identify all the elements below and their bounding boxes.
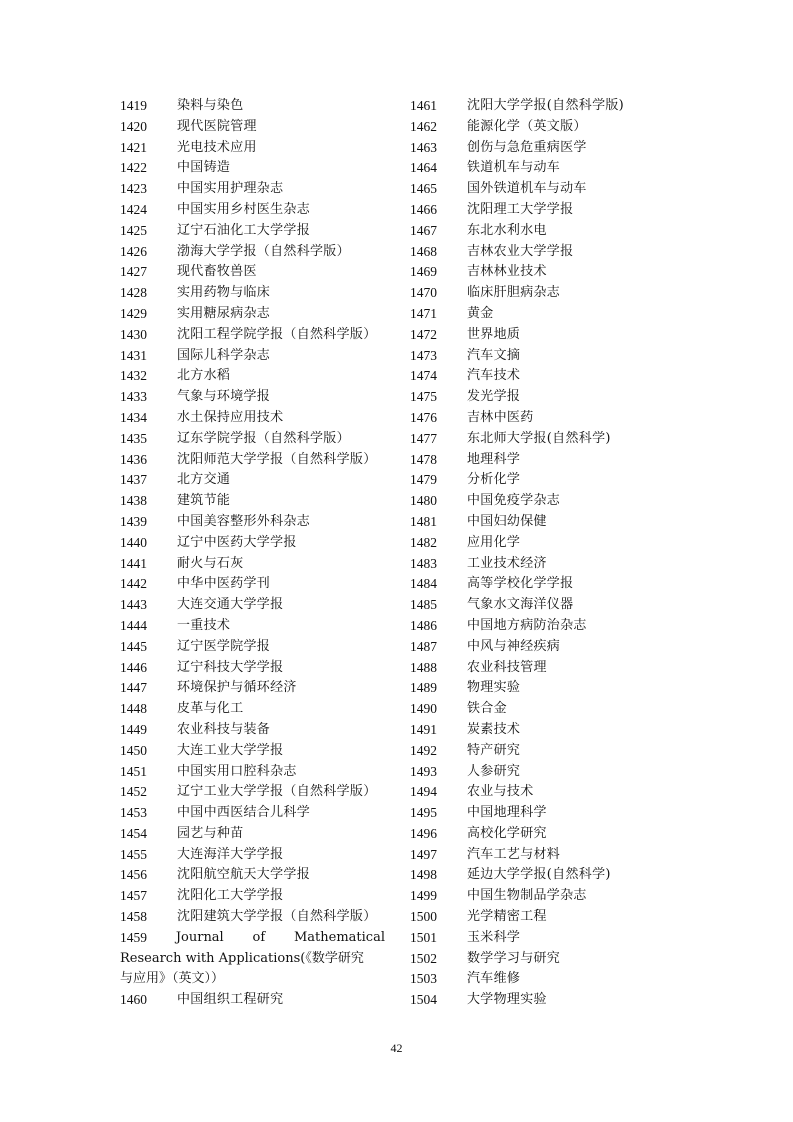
entry-title: 沈阳理工大学学报 — [467, 201, 574, 217]
entry-number: 1455 — [120, 846, 147, 862]
entry-number: 1460 — [120, 992, 147, 1008]
entry-title-word: of — [252, 929, 266, 945]
list-item — [410, 969, 665, 990]
entry-number: 1484 — [410, 576, 437, 592]
right-column — [410, 96, 665, 1011]
entry-number: 1456 — [120, 867, 147, 883]
entry-number: 1480 — [410, 493, 437, 509]
list-item — [410, 928, 665, 949]
entry-title: 人参研究 — [467, 763, 521, 779]
list-item — [410, 262, 665, 283]
entry-title: 能源化学（英文版） — [467, 118, 587, 134]
list-item — [120, 720, 385, 741]
list-item — [120, 886, 385, 907]
list-item — [120, 96, 385, 117]
entry-number: 1433 — [120, 389, 147, 405]
entry-title: 延边大学学报(自然科学) — [467, 867, 611, 883]
list-item — [120, 637, 385, 658]
list-item — [410, 782, 665, 803]
list-item — [410, 470, 665, 491]
list-item — [120, 762, 385, 783]
list-item — [410, 450, 665, 471]
entry-number: 1453 — [120, 805, 147, 821]
entry-number: 1446 — [120, 659, 147, 675]
list-item — [410, 990, 665, 1011]
entry-number: 1468 — [410, 243, 437, 259]
entry-title: 中国实用乡村医生杂志 — [177, 201, 311, 217]
entry-title: 数学学习与研究 — [467, 950, 561, 966]
entry-number: 1476 — [410, 409, 437, 425]
list-item — [410, 138, 665, 159]
entry-number: 1442 — [120, 576, 147, 592]
entry-title: 国外铁道机车与动车 — [467, 181, 587, 197]
entry-title: 应用化学 — [467, 534, 521, 550]
entry-number: 1502 — [410, 950, 437, 966]
entry-number: 1467 — [410, 222, 437, 238]
entry-number: 1495 — [410, 805, 437, 821]
entry-title: 辽宁科技大学学报 — [177, 659, 284, 675]
list-item — [120, 616, 385, 637]
entry-title: 沈阳航空航天大学学报 — [177, 867, 311, 883]
list-item — [410, 408, 665, 429]
list-item — [410, 720, 665, 741]
list-item — [120, 782, 385, 803]
entry-number: 1420 — [120, 118, 147, 134]
entry-title: 大连海洋大学学报 — [177, 846, 284, 862]
entry-title: 世界地质 — [467, 326, 521, 342]
entry-title: 中国地方病防治杂志 — [467, 617, 587, 633]
entry-title: 辽东学院学报（自然科学版） — [177, 430, 350, 446]
entry-title-word: Mathematical — [293, 929, 385, 945]
list-item — [120, 304, 385, 325]
entry-title: 大连工业大学学报 — [177, 742, 284, 758]
wrapped-entry-line-1 — [120, 928, 385, 949]
entry-title: 辽宁石油化工大学学报 — [177, 222, 311, 238]
entry-number: 1445 — [120, 638, 147, 654]
entry-number: 1437 — [120, 472, 147, 488]
entry-title: 辽宁医学院学报 — [177, 638, 271, 654]
list-item — [410, 865, 665, 886]
list-item — [410, 387, 665, 408]
entry-number: 1504 — [410, 992, 437, 1008]
entry-title: 吉林农业大学学报 — [467, 243, 574, 259]
list-item — [410, 96, 665, 117]
wrapped-entry-line-2: Research with Applications(《数学研究 — [120, 950, 364, 966]
entry-title: 实用药物与临床 — [177, 285, 271, 301]
list-item — [120, 678, 385, 699]
entry-title: 沈阳化工大学学报 — [177, 888, 284, 904]
entry-number: 1479 — [410, 472, 437, 488]
entry-number: 1463 — [410, 139, 437, 155]
entry-title: 现代畜牧兽医 — [177, 264, 257, 280]
entry-title: 中国实用护理杂志 — [177, 181, 284, 197]
entry-title: 大连交通大学学报 — [177, 597, 284, 613]
entry-title: 耐火与石灰 — [177, 555, 244, 571]
list-item — [410, 637, 665, 658]
list-item — [410, 574, 665, 595]
list-item — [410, 242, 665, 263]
list-item — [120, 699, 385, 720]
entry-number: 1498 — [410, 867, 437, 883]
list-item — [410, 429, 665, 450]
entry-title: 皮革与化工 — [177, 701, 244, 717]
entry-title: 地理科学 — [467, 451, 521, 467]
list-item — [410, 803, 665, 824]
entry-number: 1457 — [120, 888, 147, 904]
entry-title: 汽车技术 — [467, 368, 521, 384]
entry-title: 工业技术经济 — [467, 555, 547, 571]
entry-number: 1454 — [120, 825, 147, 841]
entry-number: 1449 — [120, 721, 147, 737]
list-item — [410, 824, 665, 845]
entry-number: 1501 — [410, 929, 437, 945]
entry-title: 高校化学研究 — [467, 825, 547, 841]
entry-number: 1464 — [410, 160, 437, 176]
entry-number: 1447 — [120, 680, 147, 696]
entry-number: 1478 — [410, 451, 437, 467]
entry-title: 铁合金 — [467, 701, 507, 717]
list-item — [120, 346, 385, 367]
entry-title: 炭素技术 — [467, 721, 521, 737]
list-item — [410, 699, 665, 720]
entry-title: 发光学报 — [467, 389, 521, 405]
entry-number: 1472 — [410, 326, 437, 342]
list-item — [120, 387, 385, 408]
entry-title: 东北师大学报(自然科学) — [467, 430, 611, 446]
list-item — [120, 221, 385, 242]
entry-title: 水土保持应用技术 — [177, 409, 284, 425]
left-column — [120, 96, 385, 1011]
entry-title: 中国铸造 — [177, 160, 231, 176]
entry-title: 吉林林业技术 — [467, 264, 547, 280]
entry-number: 1425 — [120, 222, 147, 238]
entry-title: 高等学校化学学报 — [467, 576, 574, 592]
entry-number: 1419 — [120, 98, 147, 113]
entry-title: 辽宁中医药大学学报 — [177, 534, 297, 550]
list-item — [410, 158, 665, 179]
entry-number: 1485 — [410, 597, 437, 613]
entry-title: 中国生物制品学杂志 — [467, 888, 587, 904]
list-item — [120, 845, 385, 866]
entry-title: 中国免疫学杂志 — [467, 493, 561, 509]
entry-number: 1469 — [410, 264, 437, 280]
entry-title: 中华中医药学刊 — [177, 576, 271, 592]
list-item — [120, 803, 385, 824]
entry-number: 1430 — [120, 326, 147, 342]
entry-number: 1474 — [410, 368, 437, 384]
entry-title: 物理实验 — [467, 680, 521, 696]
entry-number: 1448 — [120, 701, 147, 717]
entry-title: 农业科技与装备 — [177, 721, 271, 737]
entry-title: 环境保护与循环经济 — [177, 680, 297, 696]
entry-title: 中国美容整形外科杂志 — [177, 513, 311, 529]
list-item — [120, 990, 385, 1011]
list-item — [120, 262, 385, 283]
entry-title: 沈阳师范大学学报（自然科学版） — [177, 451, 377, 467]
list-item — [120, 366, 385, 387]
entry-number: 1426 — [120, 243, 147, 259]
entry-number: 1499 — [410, 888, 437, 904]
list-item — [410, 304, 665, 325]
entry-title: 中国实用口腔科杂志 — [177, 763, 297, 779]
entry-title: 园艺与种苗 — [177, 825, 244, 841]
entry-number: 1470 — [410, 285, 437, 301]
entry-number: 1465 — [410, 181, 437, 197]
entry-number: 1490 — [410, 701, 437, 717]
list-item — [410, 741, 665, 762]
entry-title: 东北水利水电 — [467, 222, 547, 238]
entry-number: 1421 — [120, 139, 147, 155]
entry-title: 实用糖尿病杂志 — [177, 305, 271, 321]
entry-number: 1482 — [410, 534, 437, 550]
entry-title: 汽车维修 — [467, 971, 521, 987]
entry-number: 1487 — [410, 638, 437, 654]
entry-title: 沈阳工程学院学报（自然科学版） — [177, 326, 377, 342]
list-item — [410, 221, 665, 242]
list-item — [120, 117, 385, 138]
list-item — [120, 554, 385, 575]
entry-title: 汽车工艺与材料 — [467, 846, 561, 862]
list-item — [120, 824, 385, 845]
entry-number: 1432 — [120, 368, 147, 384]
list-item — [410, 512, 665, 533]
list-item — [410, 179, 665, 200]
entry-number: 1475 — [410, 389, 437, 405]
entry-number: 1494 — [410, 784, 437, 800]
entry-title: 中风与神经疾病 — [467, 638, 561, 654]
entry-title: 农业科技管理 — [467, 659, 547, 675]
list-item — [120, 907, 385, 928]
entry-title: 现代医院管理 — [177, 118, 257, 134]
entry-number: 1434 — [120, 409, 147, 425]
list-item — [120, 283, 385, 304]
list-item — [410, 533, 665, 554]
entry-title: 沈阳大学学报(自然科学版) — [467, 98, 625, 113]
list-item — [120, 408, 385, 429]
entry-title: 一重技术 — [177, 617, 231, 633]
entry-number: 1436 — [120, 451, 147, 467]
entry-title: 光学精密工程 — [467, 909, 547, 925]
list-item — [120, 200, 385, 221]
list-item — [120, 138, 385, 159]
list-item — [410, 595, 665, 616]
list-item — [120, 658, 385, 679]
list-item — [120, 741, 385, 762]
entry-number: 1443 — [120, 597, 147, 613]
entry-number: 1423 — [120, 181, 147, 197]
entry-title: 中国中西医结合儿科学 — [177, 805, 311, 821]
wrapped-entry-line-3: 与应用》（英文）） — [120, 971, 225, 987]
entry-number: 1477 — [410, 430, 437, 446]
entry-number: 1428 — [120, 285, 147, 301]
entry-number: 1481 — [410, 513, 437, 529]
entry-number: 1431 — [120, 347, 147, 363]
entry-number: 1440 — [120, 534, 147, 550]
entry-number: 1435 — [120, 430, 147, 446]
list-item — [410, 886, 665, 907]
entry-number: 1483 — [410, 555, 437, 571]
list-item — [410, 325, 665, 346]
list-item — [120, 470, 385, 491]
list-item — [410, 366, 665, 387]
list-item — [120, 179, 385, 200]
entry-title: 创伤与急危重病医学 — [467, 139, 587, 155]
entry-number: 1451 — [120, 763, 147, 779]
entry-title: 光电技术应用 — [177, 139, 257, 155]
entry-number: 1458 — [120, 909, 147, 925]
entry-title: 玉米科学 — [467, 929, 521, 945]
entry-title: 国际儿科学杂志 — [177, 347, 271, 363]
right-entry-list — [410, 96, 665, 1011]
entry-number: 1422 — [120, 160, 147, 176]
list-item — [120, 491, 385, 512]
entry-number: 1488 — [410, 659, 437, 675]
list-item — [120, 158, 385, 179]
entry-number: 1462 — [410, 118, 437, 134]
entry-number: 1427 — [120, 264, 147, 280]
list-item — [120, 429, 385, 450]
list-item — [410, 283, 665, 304]
list-item — [410, 907, 665, 928]
entry-number: 1429 — [120, 305, 147, 321]
entry-number: 1441 — [120, 555, 147, 571]
entry-number: 1471 — [410, 305, 437, 321]
list-item — [120, 533, 385, 554]
entry-title-word: Journal — [175, 929, 224, 945]
entry-number: 1473 — [410, 347, 437, 363]
list-item — [120, 512, 385, 533]
left-entry-list — [120, 96, 385, 928]
list-item — [410, 554, 665, 575]
entry-title: 分析化学 — [467, 472, 521, 488]
entry-number: 1424 — [120, 201, 147, 217]
list-item — [410, 346, 665, 367]
entry-number: 1444 — [120, 617, 147, 633]
list-item — [410, 200, 665, 221]
page-number: 42 — [390, 1041, 403, 1055]
entry-number: 1439 — [120, 513, 147, 529]
entry-title: 中国组织工程研究 — [177, 992, 284, 1008]
entry-number: 1466 — [410, 201, 437, 217]
entry-title: 气象与环境学报 — [177, 389, 271, 405]
entry-number: 1486 — [410, 617, 437, 633]
list-item — [120, 595, 385, 616]
list-item — [410, 117, 665, 138]
entry-number: 1438 — [120, 493, 147, 509]
entry-title: 临床肝胆病杂志 — [467, 285, 561, 301]
entry-number: 1497 — [410, 846, 437, 862]
list-item — [410, 658, 665, 679]
entry-number: 1493 — [410, 763, 437, 779]
entry-number: 1503 — [410, 971, 437, 987]
list-item — [410, 949, 665, 970]
entry-number: 1500 — [410, 909, 437, 925]
list-item — [410, 491, 665, 512]
entry-title: 气象水文海洋仪器 — [467, 597, 574, 613]
entry-title: 中国妇幼保健 — [467, 513, 547, 529]
entry-title: 北方交通 — [177, 472, 231, 488]
entry-title: 黄金 — [467, 305, 494, 321]
list-item — [410, 616, 665, 637]
entry-title: 汽车文摘 — [467, 347, 521, 363]
entry-number: 1489 — [410, 680, 437, 696]
list-item — [120, 865, 385, 886]
entry-title: 中国地理科学 — [467, 805, 547, 821]
list-item — [120, 450, 385, 471]
entry-number: 1459 — [120, 929, 147, 945]
entry-number: 1491 — [410, 721, 437, 737]
entry-title: 大学物理实验 — [467, 992, 547, 1008]
list-item — [410, 762, 665, 783]
list-item — [410, 845, 665, 866]
entry-title: 北方水稻 — [177, 368, 231, 384]
entry-title: 沈阳建筑大学学报（自然科学版） — [177, 909, 377, 925]
entry-number: 1452 — [120, 784, 147, 800]
entry-number: 1461 — [410, 98, 437, 113]
list-item — [120, 242, 385, 263]
entry-title: 农业与技术 — [467, 784, 534, 800]
list-item — [120, 325, 385, 346]
entry-title: 特产研究 — [467, 742, 521, 758]
list-item — [120, 574, 385, 595]
entry-number: 1450 — [120, 742, 147, 758]
entry-title: 吉林中医药 — [467, 409, 534, 425]
entry-number: 1496 — [410, 825, 437, 841]
entry-title: 铁道机车与动车 — [467, 160, 561, 176]
wrapped-entry — [120, 928, 385, 990]
entry-title: 辽宁工业大学学报（自然科学版） — [177, 784, 377, 800]
list-item — [410, 678, 665, 699]
entry-number: 1492 — [410, 742, 437, 758]
entry-title: 渤海大学学报（自然科学版） — [177, 243, 350, 259]
entry-title: 染料与染色 — [177, 98, 244, 113]
entry-title: 建筑节能 — [177, 493, 231, 509]
